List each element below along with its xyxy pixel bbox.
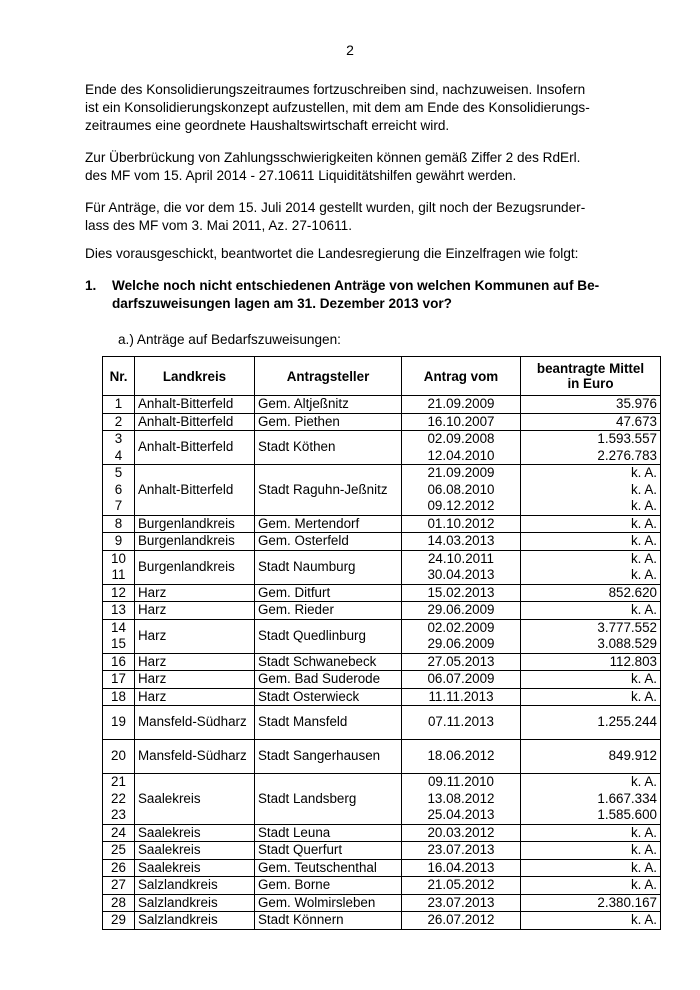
- cell-mittel: [521, 877, 661, 895]
- text-line: Zur Überbrückung von Zahlungsschwierigkeiten können gemäß Ziffer 2 des RdErl.: [85, 150, 581, 165]
- cell-mittel-line: 1.255.244: [597, 714, 657, 730]
- table-row: [103, 584, 661, 602]
- cell-landkreis: Anhalt-Bitterfeld: [135, 413, 255, 431]
- cell-nr-line: 3: [114, 431, 123, 446]
- cell-nr-line: 8: [114, 515, 123, 531]
- cell-antrag-vom-line: 24.10.2011: [427, 550, 495, 566]
- table-body: [103, 396, 661, 930]
- cell-mittel: [521, 515, 661, 533]
- text-line: Ende des Konsolidierungszeitraumes fortzuschreiben sind, nachzuweisen. Insofern: [85, 82, 586, 97]
- cell-mittel: [521, 619, 661, 653]
- cell-nr-line: 1: [114, 396, 123, 411]
- cell-nr-line: 26: [111, 859, 126, 875]
- cell-nr: [103, 671, 135, 689]
- header-antragsteller: Antragsteller: [255, 357, 402, 396]
- cell-mittel: [521, 740, 661, 774]
- text-line: Welche noch nicht entschiedenen Anträge von welchen Kommunen auf Be-: [112, 278, 600, 293]
- text-line: darfszuweisungen lagen am 31. Dezember 2013 vor?: [112, 296, 452, 311]
- cell-landkreis: Harz: [135, 671, 255, 689]
- cell-antrag-vom-line: 26.07.2012: [427, 912, 495, 927]
- cell-antrag-vom: [402, 653, 521, 671]
- cell-nr-line: 29: [111, 912, 126, 927]
- cell-antrag-vom-line: 30.04.2013: [427, 567, 495, 582]
- cell-antrag-vom-line: 29.06.2009: [427, 636, 495, 651]
- cell-mittel-line: k. A.: [630, 515, 657, 531]
- cell-nr-line: 4: [114, 447, 123, 463]
- cell-mittel-line: k. A.: [630, 465, 657, 480]
- cell-antragsteller: Stadt Quedlinburg: [255, 619, 402, 653]
- cell-mittel: [521, 859, 661, 877]
- cell-nr-line: 20: [111, 748, 126, 764]
- cell-antrag-vom-line: 06.07.2009: [427, 671, 495, 686]
- table-header-row: [103, 357, 661, 396]
- cell-mittel-line: 3.088.529: [597, 636, 657, 651]
- cell-nr: [103, 824, 135, 842]
- cell-mittel-line: 1.593.557: [597, 431, 657, 446]
- cell-nr: [103, 706, 135, 740]
- cell-mittel: [521, 774, 661, 825]
- cell-antragsteller: Gem. Wolmirsleben: [255, 894, 402, 912]
- cell-mittel-line: k. A.: [630, 859, 657, 875]
- cell-mittel-line: k. A.: [630, 498, 657, 513]
- cell-mittel-line: 2.380.167: [597, 894, 657, 910]
- cell-antrag-vom-line: 27.05.2013: [427, 653, 495, 669]
- cell-mittel: [521, 842, 661, 860]
- cell-landkreis: Salzlandkreis: [135, 912, 255, 930]
- question-number: 1.: [85, 278, 97, 293]
- cell-mittel: [521, 431, 661, 465]
- cell-nr-line: 16: [111, 653, 126, 669]
- grants-table: [102, 356, 661, 930]
- table-row: [103, 515, 661, 533]
- cell-nr: [103, 413, 135, 431]
- cell-nr: [103, 912, 135, 930]
- cell-nr: [103, 740, 135, 774]
- cell-antrag-vom: [402, 602, 521, 620]
- cell-antrag-vom: [402, 774, 521, 825]
- cell-antragsteller: Gem. Borne: [255, 877, 402, 895]
- cell-nr-line: 14: [111, 619, 126, 635]
- table-row: [103, 550, 661, 584]
- cell-landkreis: Mansfeld-Südharz: [135, 706, 255, 740]
- cell-nr-line: 10: [111, 550, 126, 566]
- cell-landkreis: Harz: [135, 584, 255, 602]
- table-row: [103, 740, 661, 774]
- cell-antragsteller: Stadt Köthen: [255, 431, 402, 465]
- cell-antragsteller: Stadt Naumburg: [255, 550, 402, 584]
- paragraph-reference-decree: [85, 199, 630, 235]
- text-line: zeitraumes eine geordnete Haushaltswirtschaft erreicht wird.: [85, 118, 450, 133]
- table-row: [103, 706, 661, 740]
- cell-antrag-vom-line: 21.09.2009: [427, 465, 495, 480]
- cell-nr: [103, 431, 135, 465]
- cell-nr-line: 19: [111, 714, 126, 730]
- cell-antrag-vom-line: 21.05.2012: [427, 877, 495, 892]
- cell-landkreis: Saalekreis: [135, 842, 255, 860]
- cell-antrag-vom: [402, 706, 521, 740]
- cell-antrag-vom: [402, 550, 521, 584]
- cell-nr: [103, 688, 135, 706]
- question-1: [85, 277, 630, 313]
- cell-mittel-line: k. A.: [630, 602, 657, 617]
- cell-mittel-line: k. A.: [630, 688, 657, 704]
- text-line: Für Anträge, die vor dem 15. Juli 2014 gestellt wurden, gilt noch der Bezugsrunder-: [85, 200, 586, 215]
- cell-antragsteller: Gem. Piethen: [255, 413, 402, 431]
- cell-antragsteller: Stadt Mansfeld: [255, 706, 402, 740]
- cell-antrag-vom: [402, 396, 521, 414]
- cell-mittel: [521, 912, 661, 930]
- text-line: des MF vom 15. April 2014 - 27.10611 Liquiditätshilfen gewährt werden.: [85, 168, 517, 183]
- cell-landkreis: Mansfeld-Südharz: [135, 740, 255, 774]
- table-row: [103, 894, 661, 912]
- table-row: [103, 413, 661, 431]
- cell-nr: [103, 653, 135, 671]
- cell-mittel: [521, 533, 661, 551]
- table-row: [103, 533, 661, 551]
- cell-mittel-line: k. A.: [630, 842, 657, 857]
- cell-nr-line: 5: [114, 465, 123, 480]
- cell-mittel: [521, 584, 661, 602]
- cell-antrag-vom: [402, 740, 521, 774]
- cell-antragsteller: Stadt Sangerhausen: [255, 740, 402, 774]
- table-row: [103, 431, 661, 465]
- cell-mittel-line: 2.276.783: [597, 447, 657, 463]
- cell-antrag-vom-line: 13.08.2012: [427, 790, 495, 806]
- text-line: Dies vorausgeschickt, beantwortet die Landesregierung die Einzelfragen wie folgt:: [85, 246, 579, 261]
- cell-antrag-vom-line: 23.07.2013: [427, 894, 495, 910]
- page-number: 2: [346, 42, 354, 58]
- paragraph-intro: [85, 245, 630, 263]
- cell-antrag-vom: [402, 515, 521, 533]
- cell-nr: [103, 533, 135, 551]
- cell-landkreis: Salzlandkreis: [135, 894, 255, 912]
- cell-antrag-vom-line: 20.03.2012: [427, 824, 495, 840]
- cell-antragsteller: Stadt Osterwieck: [255, 688, 402, 706]
- table-row: [103, 824, 661, 842]
- cell-nr-line: 17: [111, 671, 126, 686]
- cell-antrag-vom-line: 15.02.2013: [427, 584, 495, 600]
- cell-antrag-vom: [402, 894, 521, 912]
- cell-antrag-vom: [402, 533, 521, 551]
- cell-mittel: [521, 894, 661, 912]
- paragraph-consolidation: [85, 81, 630, 135]
- table-row: [103, 859, 661, 877]
- cell-antragsteller: Gem. Rieder: [255, 602, 402, 620]
- cell-mittel: [521, 602, 661, 620]
- cell-nr: [103, 465, 135, 516]
- cell-antrag-vom-line: 29.06.2009: [427, 602, 495, 617]
- cell-mittel-line: k. A.: [630, 912, 657, 927]
- cell-antrag-vom: [402, 859, 521, 877]
- cell-antragsteller: Gem. Osterfeld: [255, 533, 402, 551]
- cell-mittel-line: k. A.: [630, 567, 657, 582]
- cell-nr-line: 23: [111, 807, 126, 822]
- cell-mittel: [521, 706, 661, 740]
- cell-nr: [103, 550, 135, 584]
- header-nr: Nr.: [103, 357, 135, 396]
- cell-mittel: [521, 465, 661, 516]
- cell-nr: [103, 396, 135, 414]
- cell-antragsteller: Stadt Schwanebeck: [255, 653, 402, 671]
- question-text: [112, 277, 630, 313]
- cell-nr-line: 7: [114, 498, 123, 513]
- table-row: [103, 396, 661, 414]
- header-mittel-line1: beantragte Mittel: [536, 361, 645, 376]
- cell-mittel-line: 3.777.552: [597, 619, 657, 635]
- text-line: lass des MF vom 3. Mai 2011, Az. 27-10611.: [85, 218, 352, 233]
- cell-landkreis: Anhalt-Bitterfeld: [135, 465, 255, 516]
- cell-antrag-vom-line: 16.10.2007: [427, 413, 495, 429]
- cell-antragsteller: Gem. Teutschenthal: [255, 859, 402, 877]
- cell-antrag-vom: [402, 671, 521, 689]
- cell-antrag-vom: [402, 619, 521, 653]
- cell-antrag-vom-line: 16.04.2013: [427, 859, 495, 875]
- cell-landkreis: Harz: [135, 619, 255, 653]
- cell-mittel-line: 1.667.334: [597, 790, 657, 806]
- table-row: [103, 877, 661, 895]
- header-mittel-line2: in Euro: [567, 376, 614, 391]
- cell-antragsteller: Gem. Ditfurt: [255, 584, 402, 602]
- cell-nr: [103, 894, 135, 912]
- cell-antrag-vom-line: 07.11.2013: [427, 714, 495, 730]
- cell-antrag-vom: [402, 842, 521, 860]
- cell-landkreis: Harz: [135, 602, 255, 620]
- cell-mittel-line: k. A.: [630, 481, 657, 497]
- cell-mittel: [521, 413, 661, 431]
- cell-antrag-vom: [402, 465, 521, 516]
- cell-antrag-vom: [402, 688, 521, 706]
- cell-mittel: [521, 671, 661, 689]
- cell-nr: [103, 515, 135, 533]
- cell-mittel-line: k. A.: [630, 550, 657, 566]
- cell-antrag-vom-line: 25.04.2013: [427, 807, 495, 822]
- cell-nr: [103, 619, 135, 653]
- table-row: [103, 912, 661, 930]
- cell-antrag-vom-line: 21.09.2009: [427, 396, 495, 411]
- cell-mittel: [521, 824, 661, 842]
- cell-nr-line: 2: [114, 413, 123, 429]
- table-row: [103, 602, 661, 620]
- cell-mittel: [521, 688, 661, 706]
- cell-nr-line: 13: [111, 602, 126, 617]
- cell-landkreis: Anhalt-Bitterfeld: [135, 431, 255, 465]
- cell-antrag-vom: [402, 413, 521, 431]
- cell-mittel-line: 35.976: [616, 396, 657, 411]
- cell-landkreis: Saalekreis: [135, 859, 255, 877]
- cell-nr: [103, 602, 135, 620]
- cell-antragsteller: Stadt Leuna: [255, 824, 402, 842]
- cell-antragsteller: Stadt Landsberg: [255, 774, 402, 825]
- cell-antrag-vom-line: 06.08.2010: [427, 481, 495, 497]
- cell-nr-line: 9: [114, 533, 123, 548]
- cell-landkreis: Salzlandkreis: [135, 877, 255, 895]
- cell-antrag-vom-line: 14.03.2013: [427, 533, 495, 548]
- cell-nr-line: 21: [111, 774, 126, 789]
- header-landkreis: Landkreis: [135, 357, 255, 396]
- paragraph-liquidity: [85, 149, 630, 185]
- table-row: [103, 842, 661, 860]
- cell-nr: [103, 859, 135, 877]
- text-line: ist ein Konsolidierungskonzept aufzustellen, mit dem am Ende des Konsolidierungs-: [85, 100, 590, 115]
- cell-landkreis: Burgenlandkreis: [135, 550, 255, 584]
- cell-landkreis: Harz: [135, 688, 255, 706]
- cell-mittel-line: k. A.: [630, 533, 657, 548]
- cell-antrag-vom-line: 23.07.2013: [427, 842, 495, 857]
- cell-mittel-line: 852.620: [608, 584, 657, 600]
- cell-nr-line: 12: [111, 584, 126, 600]
- cell-antragsteller: Gem. Altjeßnitz: [255, 396, 402, 414]
- cell-antrag-vom-line: 12.04.2010: [427, 447, 495, 463]
- cell-nr-line: 6: [114, 481, 123, 497]
- table-row: [103, 653, 661, 671]
- table-row: [103, 688, 661, 706]
- cell-nr-line: 25: [111, 842, 126, 857]
- cell-nr-line: 24: [111, 824, 126, 840]
- cell-mittel-line: k. A.: [630, 824, 657, 840]
- subheading: a.) Anträge auf Bedarfszuweisungen:: [118, 332, 341, 347]
- cell-antrag-vom-line: 02.02.2009: [427, 619, 495, 635]
- cell-nr: [103, 842, 135, 860]
- cell-mittel-line: k. A.: [630, 877, 657, 892]
- cell-antrag-vom: [402, 912, 521, 930]
- cell-mittel-line: 112.803: [609, 653, 657, 669]
- table-row: [103, 465, 661, 516]
- cell-antragsteller: Stadt Raguhn-Jeßnitz: [255, 465, 402, 516]
- cell-antrag-vom-line: 02.09.2008: [427, 431, 495, 446]
- cell-mittel-line: 47.673: [616, 413, 657, 429]
- cell-antragsteller: Gem. Bad Suderode: [255, 671, 402, 689]
- cell-nr-line: 15: [111, 636, 126, 651]
- cell-mittel-line: 849.912: [608, 748, 657, 764]
- cell-antrag-vom-line: 01.10.2012: [427, 515, 495, 531]
- cell-landkreis: Saalekreis: [135, 824, 255, 842]
- cell-antrag-vom: [402, 431, 521, 465]
- table-row: [103, 619, 661, 653]
- cell-landkreis: Anhalt-Bitterfeld: [135, 396, 255, 414]
- cell-mittel-line: k. A.: [630, 671, 657, 686]
- header-mittel: [521, 357, 661, 396]
- cell-antrag-vom-line: 09.12.2012: [427, 498, 495, 513]
- cell-antragsteller: Stadt Querfurt: [255, 842, 402, 860]
- cell-landkreis: Burgenlandkreis: [135, 515, 255, 533]
- cell-antragsteller: Stadt Könnern: [255, 912, 402, 930]
- cell-landkreis: Burgenlandkreis: [135, 533, 255, 551]
- cell-nr-line: 28: [111, 894, 126, 910]
- cell-antrag-vom-line: 09.11.2010: [427, 774, 495, 789]
- cell-landkreis: Harz: [135, 653, 255, 671]
- cell-landkreis: Saalekreis: [135, 774, 255, 825]
- cell-antragsteller: Gem. Mertendorf: [255, 515, 402, 533]
- cell-mittel-line: k. A.: [630, 774, 657, 789]
- cell-antrag-vom-line: 11.11.2013: [428, 688, 494, 704]
- cell-nr-line: 11: [111, 567, 126, 582]
- cell-nr: [103, 584, 135, 602]
- cell-mittel: [521, 550, 661, 584]
- cell-antrag-vom-line: 18.06.2012: [427, 748, 495, 764]
- cell-antrag-vom: [402, 824, 521, 842]
- cell-mittel: [521, 653, 661, 671]
- cell-mittel-line: 1.585.600: [597, 807, 657, 822]
- cell-nr-line: 18: [111, 688, 126, 704]
- cell-nr: [103, 877, 135, 895]
- cell-antrag-vom: [402, 877, 521, 895]
- cell-nr-line: 22: [111, 790, 126, 806]
- header-antrag-vom: Antrag vom: [402, 357, 521, 396]
- table-row: [103, 671, 661, 689]
- cell-nr: [103, 774, 135, 825]
- cell-antrag-vom: [402, 584, 521, 602]
- cell-nr-line: 27: [111, 877, 126, 892]
- cell-mittel: [521, 396, 661, 414]
- table-row: [103, 774, 661, 825]
